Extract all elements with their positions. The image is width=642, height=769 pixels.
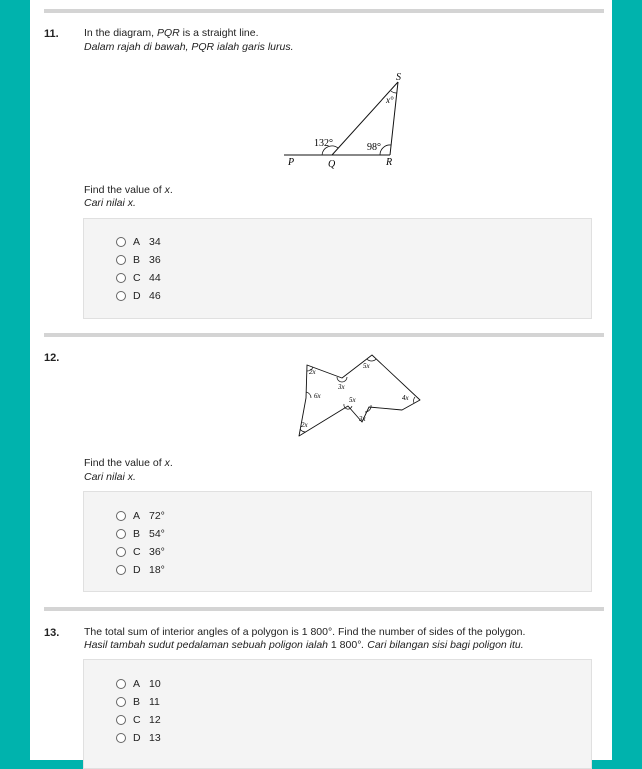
- divider: [44, 607, 604, 611]
- radio-button[interactable]: [116, 255, 126, 265]
- ask-en: Find the value of x.: [84, 184, 173, 196]
- ask-en: Find the value of x.: [84, 457, 173, 469]
- question-prompt-ms: Hasil tambah sudut pedalaman sebuah poligon ialah 1 800°. Cari bilangan sisi bagi poligon itu.: [84, 639, 524, 651]
- question-prompt-ms: Dalam rajah di bawah, PQR ialah garis lurus.: [84, 41, 294, 53]
- option-b[interactable]: B 36: [116, 253, 161, 267]
- options-box: [83, 218, 592, 319]
- question-number: 13.: [44, 627, 60, 639]
- option-a[interactable]: A 34: [116, 235, 161, 249]
- polygon-diagram: [292, 348, 426, 442]
- question-prompt-en: In the diagram, PQR is a straight line.: [84, 27, 259, 39]
- radio-button[interactable]: [116, 565, 126, 575]
- angle-r-label: 98°: [367, 142, 381, 153]
- option-d[interactable]: D 46: [116, 289, 161, 303]
- option-c[interactable]: C 44: [116, 271, 161, 285]
- angle-label: 3x: [359, 415, 366, 423]
- angle-s-label: x°: [386, 95, 394, 105]
- radio-button[interactable]: [116, 291, 126, 301]
- angle-label: 6x: [314, 392, 321, 400]
- radio-button[interactable]: [116, 679, 126, 689]
- divider: [44, 333, 604, 337]
- question-number: 11.: [44, 28, 59, 40]
- angle-label: 2x: [301, 421, 308, 429]
- radio-button[interactable]: [116, 237, 126, 247]
- radio-button[interactable]: [116, 697, 126, 707]
- point-q-label: Q: [328, 159, 336, 170]
- point-s-label: S: [396, 72, 401, 83]
- ask-ms: Cari nilai x.: [84, 471, 136, 483]
- options-box: [83, 659, 592, 769]
- angle-label: 2x: [309, 368, 316, 376]
- option-c[interactable]: C 36°: [116, 545, 165, 559]
- point-r-label: R: [386, 157, 393, 168]
- triangle-diagram: [280, 68, 420, 173]
- radio-button[interactable]: [116, 511, 126, 521]
- question-number: 12.: [44, 352, 60, 364]
- question-prompt-en: The total sum of interior angles of a polygon is 1 800°. Find the number of sides of the polygon.: [84, 626, 526, 638]
- radio-button[interactable]: [116, 733, 126, 743]
- option-a[interactable]: A 10: [116, 677, 161, 691]
- angle-label: 4x: [402, 394, 409, 402]
- option-b[interactable]: B 11: [116, 695, 160, 709]
- option-a[interactable]: A 72°: [116, 509, 165, 523]
- radio-button[interactable]: [116, 529, 126, 539]
- ask-ms: Cari nilai x.: [84, 197, 136, 209]
- angle-label: 3x: [338, 383, 345, 391]
- options-box: [83, 491, 592, 592]
- option-d[interactable]: D 18°: [116, 563, 165, 577]
- divider: [44, 9, 604, 13]
- radio-button[interactable]: [116, 715, 126, 725]
- option-b[interactable]: B 54°: [116, 527, 165, 541]
- option-c[interactable]: C 12: [116, 713, 161, 727]
- angle-q-label: 132°: [314, 138, 333, 149]
- radio-button[interactable]: [116, 547, 126, 557]
- point-p-label: P: [288, 157, 295, 168]
- option-d[interactable]: D 13: [116, 731, 161, 745]
- radio-button[interactable]: [116, 273, 126, 283]
- angle-label: 5x: [363, 362, 370, 370]
- angle-label: 5x: [349, 396, 356, 404]
- worksheet: [30, 0, 612, 760]
